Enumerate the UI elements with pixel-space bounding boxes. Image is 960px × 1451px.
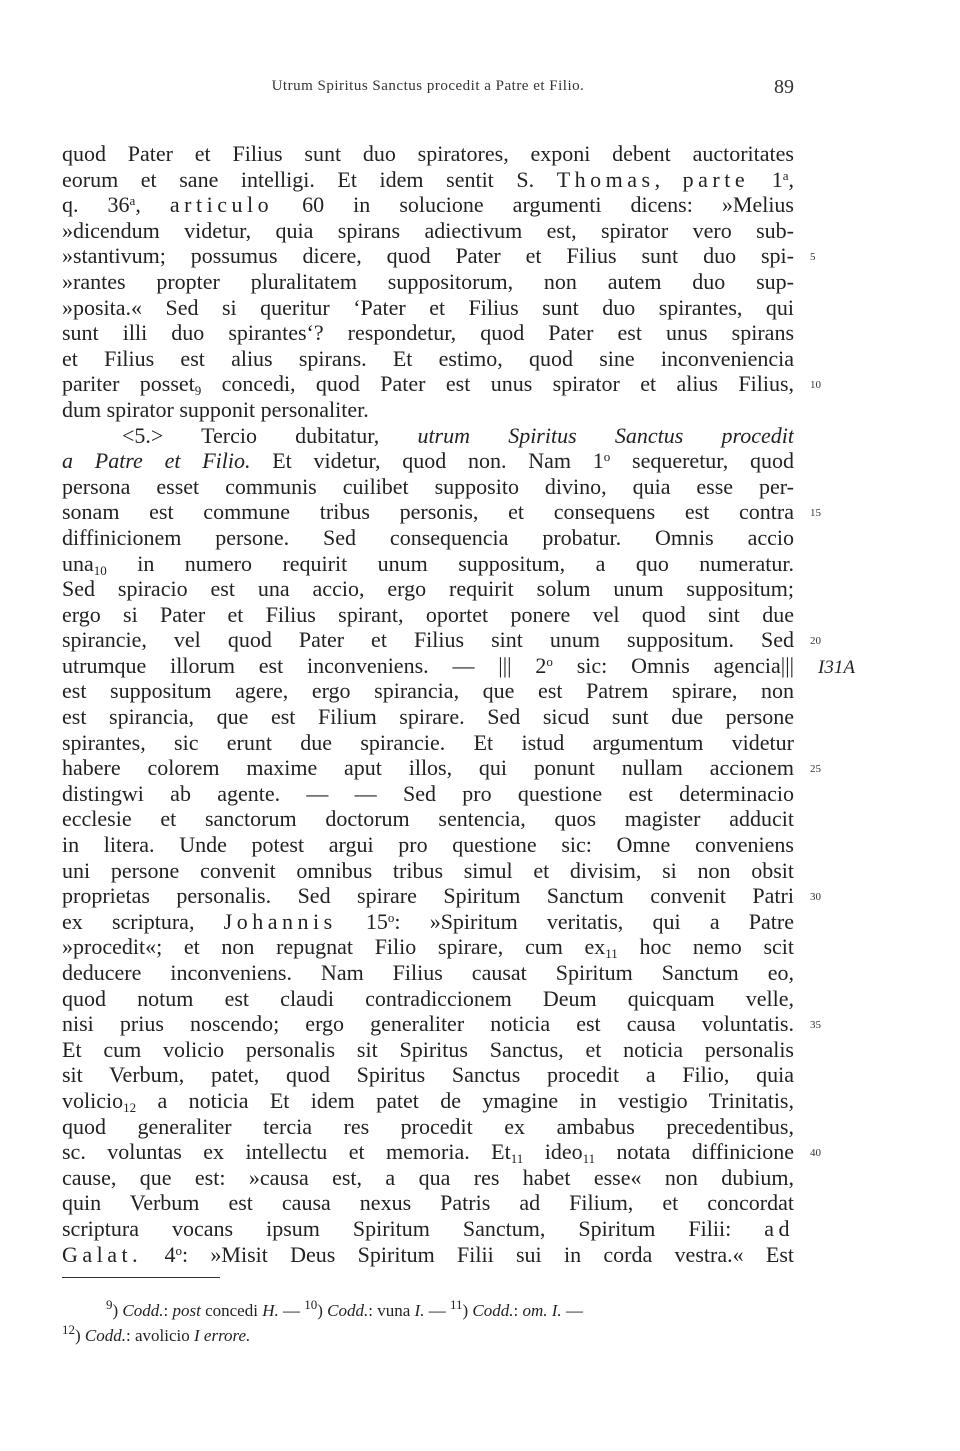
line-number: 20 <box>810 635 821 648</box>
text-line: persona esset communis cuilibet supposito divino, quia esse per- <box>62 473 794 499</box>
line-number: 35 <box>810 1019 821 1032</box>
text-line: »dicendum videtur, quia spirans adiectivum est, spirator vero sub- <box>62 217 794 243</box>
line-number: 10 <box>810 379 821 392</box>
body-text <box>62 141 794 1267</box>
text-line: »posita.« Sed si queritur ‘Pater et Filius sunt duo spirantes, qui <box>62 294 794 320</box>
text-line: habere colorem maxime aput illos, qui ponunt nullam accionem <box>62 755 794 781</box>
text-line: »stantivum; possumus dicere, quod Pater et Filius sunt duo spi- <box>62 243 794 269</box>
manuscript-folio-reference: I31A <box>818 657 855 678</box>
text-line: spirantes, sic erunt due spirancie. Et istud argumentum videtur <box>62 729 794 755</box>
text-line: uni persone convenit omnibus tribus simul et divisim, si non obsit <box>62 857 794 883</box>
footnote-rule <box>62 1277 220 1278</box>
text-line: Sed spiracio est una accio, ergo requirit solum unum suppositum; <box>62 576 794 602</box>
text-line: cause, que est: »causa est, a qua res habet esse« non dubium, <box>62 1164 794 1190</box>
page-number: 89 <box>774 76 794 98</box>
text-line: volicio$_{12}$ a noticia Et idem patet de ymagine in vestigio Trinitatis, <box>62 1087 794 1114</box>
text-line: quod generaliter tercia res procedit ex ambabus precedentibus, <box>62 1113 794 1139</box>
text-line: distingwi ab agente. — — Sed pro questione est determinacio <box>62 780 794 806</box>
footnote-line: $^9$) Codd.: post concedi H. — $^{10}$) Codd.: vuna I. — $^{11}$) Codd.: om. I. — <box>106 1297 583 1320</box>
line-number: 5 <box>810 251 816 264</box>
footnote-line: $^{12}$) Codd.: avolicio I errore. <box>62 1322 251 1345</box>
text-line: dum spirator supponit personaliter. <box>62 396 369 422</box>
text-line: Et cum volicio personalis sit Spiritus Sanctus, et noticia personalis <box>62 1036 794 1062</box>
text-line: scriptura vocans ipsum Spiritum Sanctum, Spiritum Filii: ad <box>62 1215 794 1241</box>
text-line: ex scriptura, Johannis 15$^o$: »Spiritum veritatis, qui a Patre <box>62 908 794 934</box>
text-line: est suppositum agere, ergo spirancia, que est Patrem spirare, non <box>62 678 794 704</box>
text-line: <5.> Tercio dubitatur, utrum Spiritus Sanctus procedit <box>122 422 794 448</box>
text-line: utrumque illorum est inconveniens. — ||| 2$^o$ sic: Omnis agencia||| <box>62 652 794 678</box>
text-line: eorum et sane intelligi. Et idem sentit S. Thomas, parte 1$^a$, <box>62 166 794 192</box>
text-line: quod Pater et Filius sunt duo spiratores, exponi debent auctoritates <box>62 141 794 166</box>
line-number: 40 <box>810 1147 821 1160</box>
text-line: proprietas personalis. Sed spirare Spiritum Sanctum convenit Patri <box>62 883 794 909</box>
text-line: sonam est commune tribus personis, et consequens est contra <box>62 499 794 525</box>
line-number: 30 <box>810 891 821 904</box>
text-line: una$_{10}$ in numero requirit unum suppositum, a quo numeratur. <box>62 550 794 577</box>
text-line: diffinicionem persone. Sed consequencia probatur. Omnis accio <box>62 524 794 550</box>
line-number: 25 <box>810 763 821 776</box>
text-line: sit Verbum, patet, quod Spiritus Sanctus procedit a Filio, quia <box>62 1062 794 1088</box>
text-line: ecclesie et sanctorum doctorum sentencia, quos magister adducit <box>62 806 794 832</box>
text-line: deducere inconveniens. Nam Filius causat Spiritum Sanctum eo, <box>62 960 794 985</box>
text-line: q. 36$^a$, articulo 60 in solucione argumenti dicens: »Melius <box>62 192 794 218</box>
text-line: quin Verbum est causa nexus Patris ad Filium, et concordat <box>62 1190 794 1216</box>
text-line: sc. voluntas ex intellectu et memoria. $Et_{11}$ ideo$_{11}$ notata diffinicione <box>62 1139 794 1165</box>
footnotes <box>62 1298 794 1348</box>
text-line: nisi prius noscendo; ergo generaliter noticia est causa voluntatis. <box>62 1011 794 1037</box>
running-header <box>62 74 794 102</box>
text-line: Galat. 4$^o$: »Misit Deus Spiritum Filii sui in corda vestra.« Est <box>62 1241 794 1267</box>
text-line: ergo si Pater et Filius spirant, oportet ponere vel quod sint due <box>62 601 794 627</box>
text-line: in litera. Unde potest argui pro questione sic: Omne conveniens <box>62 832 794 858</box>
text-line: spirancie, vel quod Pater et Filius sint unum suppositum. Sed <box>62 627 794 653</box>
text-line: quod notum est claudi contradiccionem Deum quicquam velle, <box>62 985 794 1011</box>
line-number: 15 <box>810 507 821 520</box>
text-line: »rantes propter pluralitatem suppositorum, non autem duo sup- <box>62 268 794 294</box>
text-line: pariter posset$_9$ concedi, quod Pater est unus spirator et alius Filius, <box>62 371 794 397</box>
text-line: et Filius est alius spirans. Et estimo, quod sine inconveniencia <box>62 345 794 371</box>
running-title: Utrum Spiritus Sanctus procedit a Patre et Filio. <box>271 78 585 94</box>
text-line: sunt illi duo spirantes‘? respondetur, quod Pater est unus spirans <box>62 320 794 346</box>
text-line: a Patre et Filio. Et videtur, quod non. Nam 1$^o$ sequeretur, quod <box>62 448 794 474</box>
text-line: »procedit«; et non repugnat Filio spirare, cum $ex_{11}$ hoc nemo scit <box>62 934 794 960</box>
text-line: est spirancia, que est Filium spirare. Sed sicud sunt due persone <box>62 704 794 730</box>
